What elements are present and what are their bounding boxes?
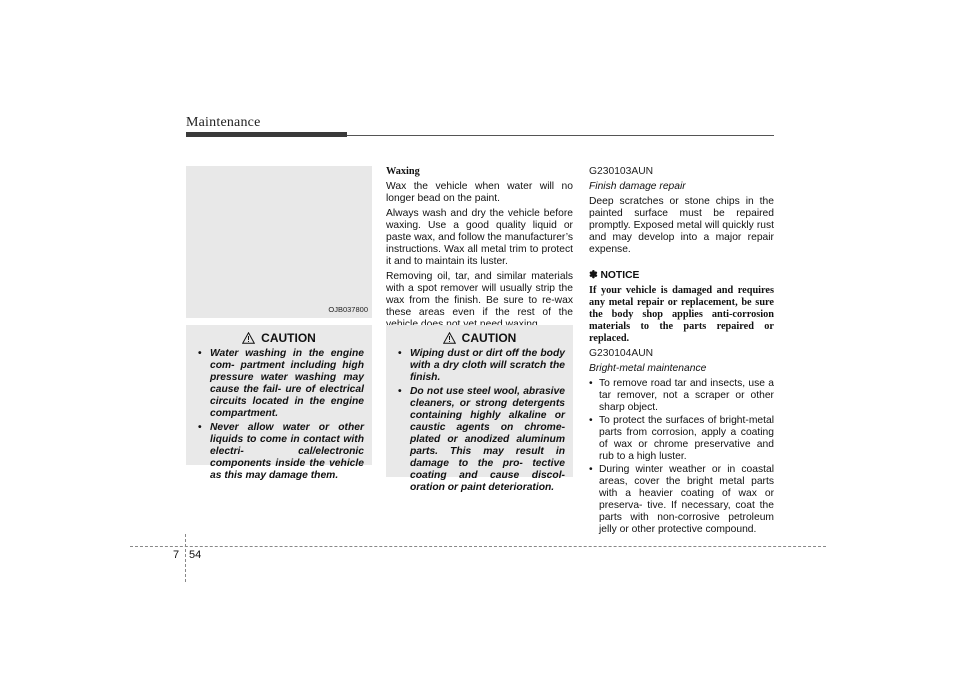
paragraph: Deep scratches or stone chips in the painted surface must be repaired promptly. Exposed metal will quickly rust and may develop into a major repair expense.: [589, 196, 774, 255]
header-accent-bar: [186, 132, 347, 137]
caution-list: [394, 348, 565, 494]
figure-image: [186, 166, 372, 318]
caution-list: [194, 348, 364, 482]
warning-triangle-icon: [443, 332, 456, 344]
list-item: • During winter weather or in coastal areas, cover the bright metal parts with a heavier coating of wax or preserva- tive. If necessary, coat the parts with non-corrosive petroleum jelly or other protective compound.: [589, 464, 774, 536]
bright-metal-list: [589, 378, 774, 536]
section-code: G230104AUN: [589, 348, 654, 359]
paragraph: Removing oil, tar, and similar materials with a spot remover will usually strip the wax from the finish. Be sure to re-wax these areas even if the rest of the: [386, 271, 573, 318]
footer-divider: [130, 546, 826, 547]
notice-body: If your vehicle is damaged and requires any metal repair or replacement, be sure the body shop applies anti-corrosion materials to the parts repaired or replaced.: [589, 285, 774, 344]
waxing-section: [386, 166, 573, 334]
section-heading-bright-metal: Bright-metal maintenance: [589, 363, 707, 374]
header-rule: [347, 135, 774, 136]
caution-header: [194, 331, 364, 345]
footer-vertical-divider: [185, 534, 186, 582]
caution-title: CAUTION: [461, 331, 517, 345]
caution-header: [394, 331, 565, 345]
section-heading-finish-damage: Finish damage repair: [589, 181, 686, 192]
paragraph: Wax the vehicle when water will no longer bead on the paint.: [386, 181, 573, 204]
chapter-number: 7: [173, 549, 180, 561]
page-number: 54: [189, 549, 202, 561]
page-header-title: Maintenance: [186, 115, 261, 130]
caution-item: • Wiping dust or dirt off the body with a dry cloth will scratch the finish.: [394, 348, 565, 384]
caution-box-wiping: [386, 325, 573, 493]
paragraph: Always wash and dry the vehicle before waxing. Use a good quality liquid or paste wax, and follow the manufacturer’s instructions. Wax all metal trim to protect it and to maintain its luster.: [386, 208, 573, 267]
caution-item: • Water washing in the engine com- partment including high pressure water washing may cause the fail- ure of electrical circuits located in the engine compartment.: [194, 348, 364, 420]
warning-triangle-icon: [242, 332, 255, 344]
figure-code: OJB037800: [328, 305, 368, 314]
caution-box-engine: [186, 325, 372, 481]
section-code: G230103AUN: [589, 166, 654, 177]
notice-title: ✽ NOTICE: [589, 270, 640, 281]
caution-item: • Never allow water or other liquids to come in contact with electri- cal/electronic components inside the vehicle as this may damage them.: [194, 422, 364, 482]
list-item: • To protect the surfaces of bright-metal parts from corrosion, apply a coating of wax or chrome preservative and rub to a high luster.: [589, 415, 774, 463]
section-heading-waxing: Waxing: [386, 166, 420, 177]
caution-title: CAUTION: [261, 331, 316, 345]
caution-item: • Do not use steel wool, abrasive cleaners, or strong detergents containing highly alkaline or caustic agents on chrome-plated or anodized aluminum parts. This may result in damage to the pro- tective coating and cause discol- oration or paint deterioration.: [394, 386, 565, 494]
right-column: [589, 166, 774, 537]
list-item: • To remove road tar and insects, use a tar remover, not a scraper or other sharp object.: [589, 378, 774, 414]
